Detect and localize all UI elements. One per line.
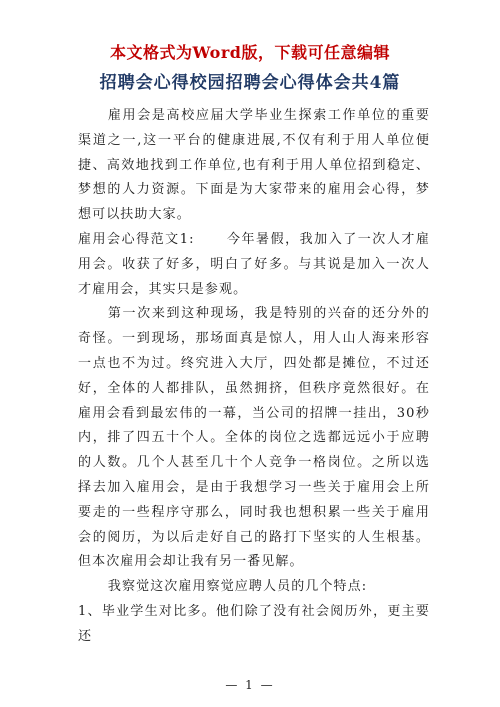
page-number: — 1 — bbox=[225, 678, 275, 692]
format-banner: 本文格式为Word版，下载可任意编辑 bbox=[110, 43, 390, 62]
sample-text: 今年暑假，我加入了一次人才雇用会。收获了好多，明白了好多。与其说是加入一次人才雇用会，其实只是参观。 bbox=[78, 231, 430, 297]
sample-label: 雇用会心得范文1: bbox=[78, 231, 195, 247]
sample-paragraph-1 bbox=[78, 228, 430, 302]
document-title: 招聘会心得校园招聘会心得体会共4篇 bbox=[99, 73, 401, 93]
intro-paragraph: 雇用会是高校应届大学毕业生探索工作单位的重要渠道之一,这一平台的健康进展,不仅有利于用人单位便捷、高效地找到工作单位,也有利于用人单位招到稳定、梦想的人力资源。下面是为大家带来的雇用会心得，梦想可以扶助大家。 bbox=[78, 108, 430, 223]
document-body bbox=[78, 104, 430, 650]
observation-heading: 我察觉这次雇用察觉应聘人员的几个特点: bbox=[107, 579, 368, 595]
body-paragraph: 第一次来到这种现场，我是特别的兴奋的还分外的奇怪。一到现场，那场面真是惊人，用人山人海来形容一点也不为过。终究进入大厅，四处都是摊位，不过还好，全体的人都排队，虽然拥挤，但秩序竟然很好。在雇用会看到最宏伟的一幕，当公司的招牌一挂出，30秒内，排了四五十个人。全体的岗位之选都远远小于应聘的人数。几个人甚至几十个人竞争一格岗位。之所以选择去加入雇用会，是由于我想学习一些关于雇用会上所要走的一些程序守那么，同时我也想积累一些关于雇用会的阅历，为以后走好自己的路打下坚实的人生根基。但本次雇用会却让我有另一番见解。 bbox=[78, 306, 430, 570]
list-item-1: 1、毕业学生对比多。他们除了没有社会阅历外，更主要还 bbox=[78, 603, 430, 644]
